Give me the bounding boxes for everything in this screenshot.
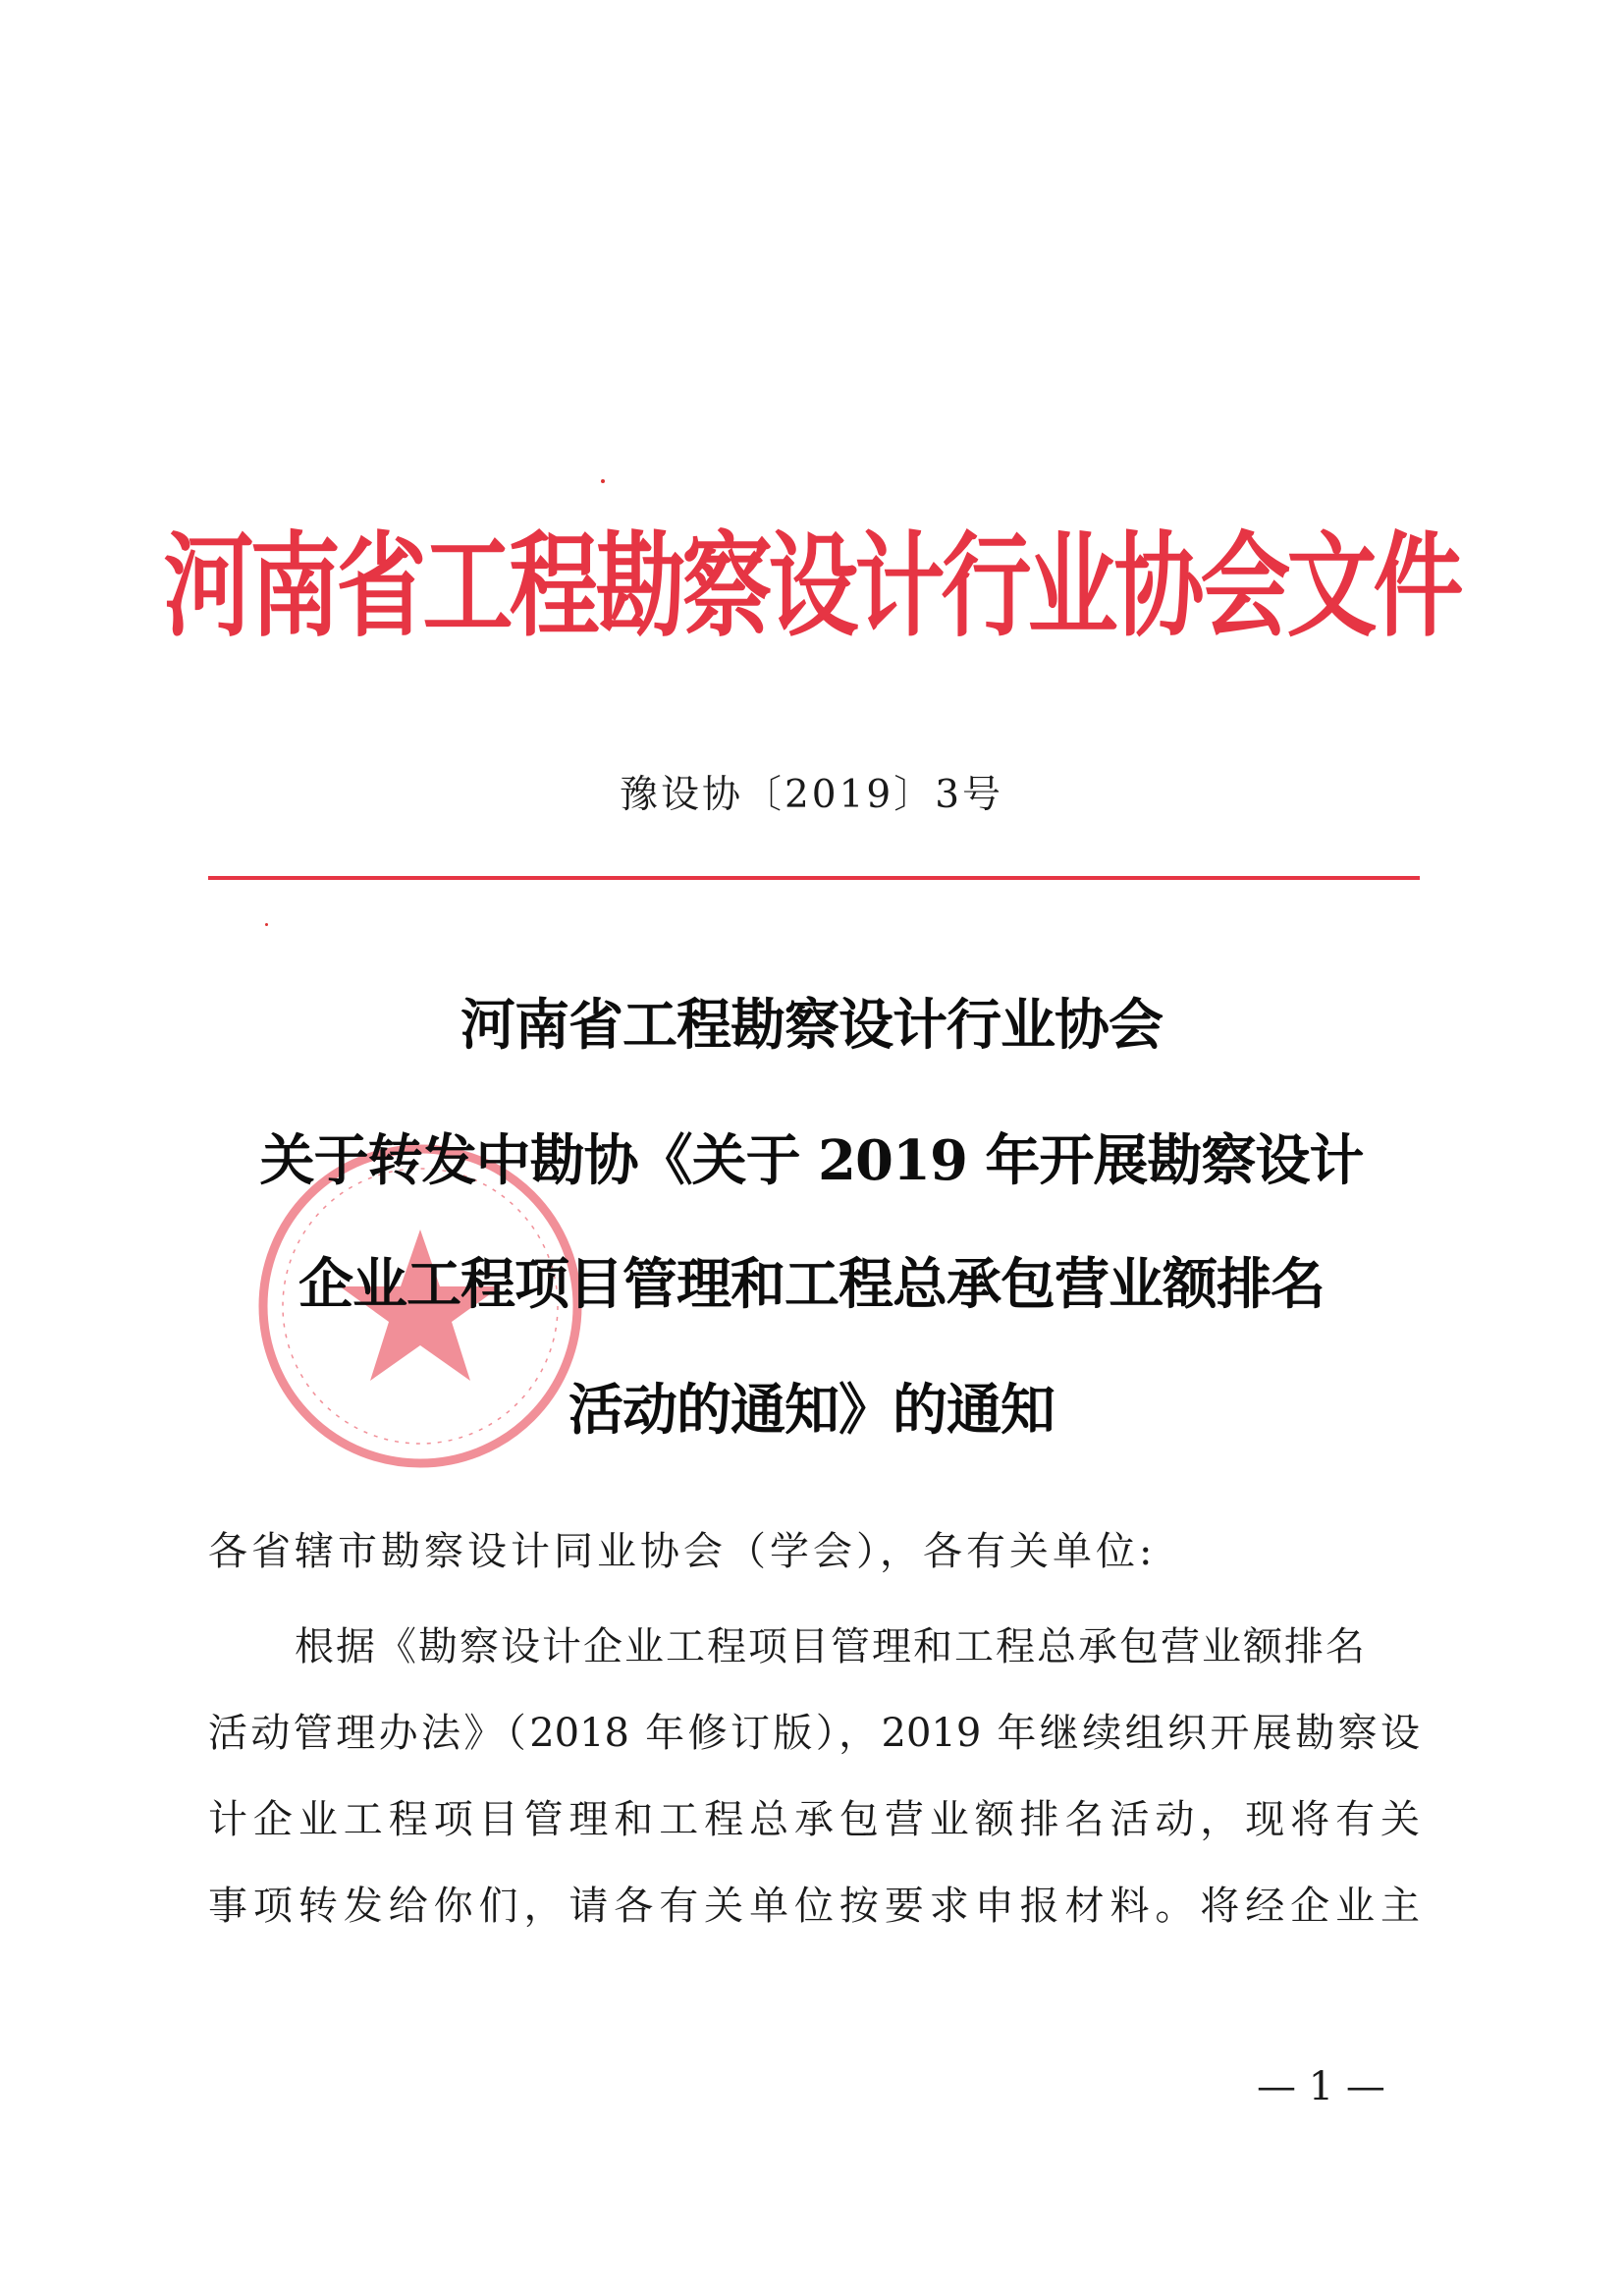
page-number: — 1 —	[1257, 2064, 1385, 2109]
body-line: 活动管理办法》（2018 年修订版），2019 年继续组织开展勘察设	[208, 1711, 1420, 1756]
salutation: 各省辖市勘察设计同业协会（学会），各有关单位:	[208, 1529, 1157, 1574]
document-masthead: 河南省工程勘察设计行业协会文件	[163, 520, 1460, 652]
notice-title-line: 活动的通知》的通知	[568, 1378, 1055, 1443]
red-speck	[265, 923, 268, 926]
notice-title-line: 关于转发中勘协《关于 2019 年开展勘察设计	[259, 1128, 1364, 1193]
body-line: 根据《勘察设计企业工程项目管理和工程总承包营业额排名	[295, 1624, 1367, 1669]
red-divider	[208, 876, 1420, 880]
red-speck	[601, 479, 605, 483]
notice-title-line: 河南省工程勘察设计行业协会	[460, 993, 1163, 1058]
body-line: 事项转发给你们，请各有关单位按要求申报材料。将经企业主	[208, 1884, 1420, 1929]
body-line: 计企业工程项目管理和工程总承包营业额排名活动，现将有关	[208, 1797, 1420, 1842]
document-number: 豫设协〔2019〕3号	[619, 773, 1004, 817]
notice-title-line: 企业工程项目管理和工程总承包营业额排名	[298, 1252, 1325, 1317]
